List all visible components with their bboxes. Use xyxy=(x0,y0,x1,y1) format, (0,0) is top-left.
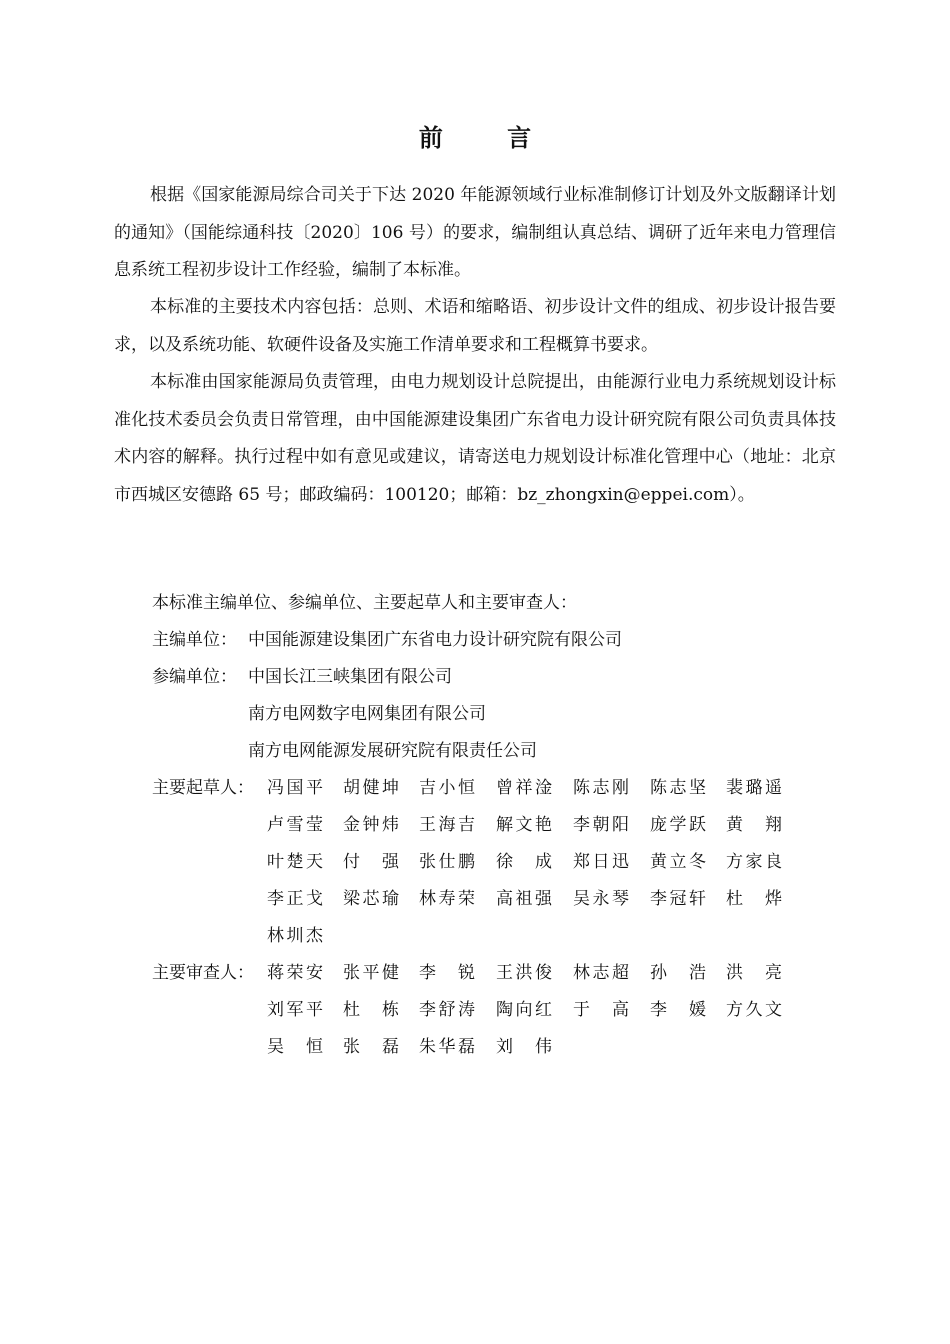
participating-units-label: 参编单位： xyxy=(152,667,237,687)
person-name: 李 媛 xyxy=(650,1000,706,1020)
participating-unit: 中国长江三峡集团有限公司 xyxy=(248,667,452,687)
paragraph-text: 本标准由国家能源局负责管理，由电力规划设计总院提出，由能源行业电力系统规划设计标准化技术委员会负责日常管理，由中国能源建设集团广东省电力设计研究院有限公司负责具体技术内容的解释。执行过程中如有意见或建议，请寄送电力规划设计标准化管理中心（地址：北京市西城区安德路 65 号；邮政编码：100120；邮箱：bz_zhongxin@eppei.com）。 xyxy=(114,372,836,505)
person-name: 洪 亮 xyxy=(726,963,782,983)
person-name: 吴 恒 xyxy=(267,1037,323,1057)
person-name: 陈志坚 xyxy=(650,778,706,798)
person-name: 王洪俊 xyxy=(496,963,552,983)
person-name: 叶楚天 xyxy=(267,852,323,872)
reviewers-label: 主要审查人： xyxy=(152,963,254,983)
person-name: 方久文 xyxy=(726,1000,782,1020)
person-name: 李朝阳 xyxy=(573,815,629,835)
person-name: 张仕鹏 xyxy=(419,852,475,872)
person-name: 孙 浩 xyxy=(650,963,706,983)
person-name: 朱华磊 xyxy=(419,1037,475,1057)
person-name: 高祖强 xyxy=(496,889,552,909)
chief-unit-label: 主编单位： xyxy=(152,630,237,650)
page-title: 前 言 xyxy=(418,123,560,152)
units-intro: 本标准主编单位、参编单位、主要起草人和主要审查人： xyxy=(152,593,577,613)
drafters-label: 主要起草人： xyxy=(152,778,254,798)
paragraph-text: 本标准的主要技术内容包括：总则、术语和缩略语、初步设计文件的组成、初步设计报告要求，以及系统功能、软硬件设备及实施工作清单要求和工程概算书要求。 xyxy=(114,297,836,355)
person-name: 陶向红 xyxy=(496,1000,552,1020)
person-name: 林志超 xyxy=(573,963,629,983)
person-name: 方家良 xyxy=(726,852,782,872)
foreword-paragraph-3 xyxy=(114,364,836,514)
person-name: 金钟炜 xyxy=(343,815,399,835)
person-name: 林圳杰 xyxy=(267,926,323,946)
person-name: 冯国平 xyxy=(267,778,323,798)
person-name: 黄立冬 xyxy=(650,852,706,872)
person-name: 吉小恒 xyxy=(419,778,475,798)
person-name: 刘军平 xyxy=(267,1000,323,1020)
person-name: 曾祥淦 xyxy=(496,778,552,798)
person-name: 杜 烨 xyxy=(726,889,782,909)
person-name: 张平健 xyxy=(343,963,399,983)
person-name: 卢雪莹 xyxy=(267,815,323,835)
chief-unit-name: 中国能源建设集团广东省电力设计研究院有限公司 xyxy=(248,630,622,650)
person-name: 于 高 xyxy=(573,1000,629,1020)
person-name: 黄 翔 xyxy=(726,815,782,835)
person-name: 吴永琴 xyxy=(573,889,629,909)
person-name: 李 锐 xyxy=(419,963,475,983)
person-name: 裴璐遥 xyxy=(726,778,782,798)
foreword-paragraph-1 xyxy=(114,177,836,290)
person-name: 林寿荣 xyxy=(419,889,475,909)
person-name: 蒋荣安 xyxy=(267,963,323,983)
participating-unit: 南方电网数字电网集团有限公司 xyxy=(248,704,486,724)
person-name: 王海吉 xyxy=(419,815,475,835)
person-name: 胡健坤 xyxy=(343,778,399,798)
person-name: 杜 栋 xyxy=(343,1000,399,1020)
person-name: 梁芯瑜 xyxy=(343,889,399,909)
person-name: 李正戈 xyxy=(267,889,323,909)
person-name: 解文艳 xyxy=(496,815,552,835)
person-name: 李冠轩 xyxy=(650,889,706,909)
participating-unit: 南方电网能源发展研究院有限责任公司 xyxy=(248,741,537,761)
person-name: 陈志刚 xyxy=(573,778,629,798)
person-name: 庞学跃 xyxy=(650,815,706,835)
person-name: 刘 伟 xyxy=(496,1037,552,1057)
person-name: 付 强 xyxy=(343,852,399,872)
person-name: 张 磊 xyxy=(343,1037,399,1057)
paragraph-text: 根据《国家能源局综合司关于下达 2020 年能源领域行业标准制修订计划及外文版翻译计划的通知》（国能综通科技〔2020〕106 号）的要求，编制组认真总结、调研了近年来电力管理信息系统工程初步设计工作经验，编制了本标准。 xyxy=(114,185,836,280)
person-name: 徐 成 xyxy=(496,852,552,872)
foreword-paragraph-2 xyxy=(114,289,836,364)
person-name: 郑日迅 xyxy=(573,852,629,872)
person-name: 李舒涛 xyxy=(419,1000,475,1020)
